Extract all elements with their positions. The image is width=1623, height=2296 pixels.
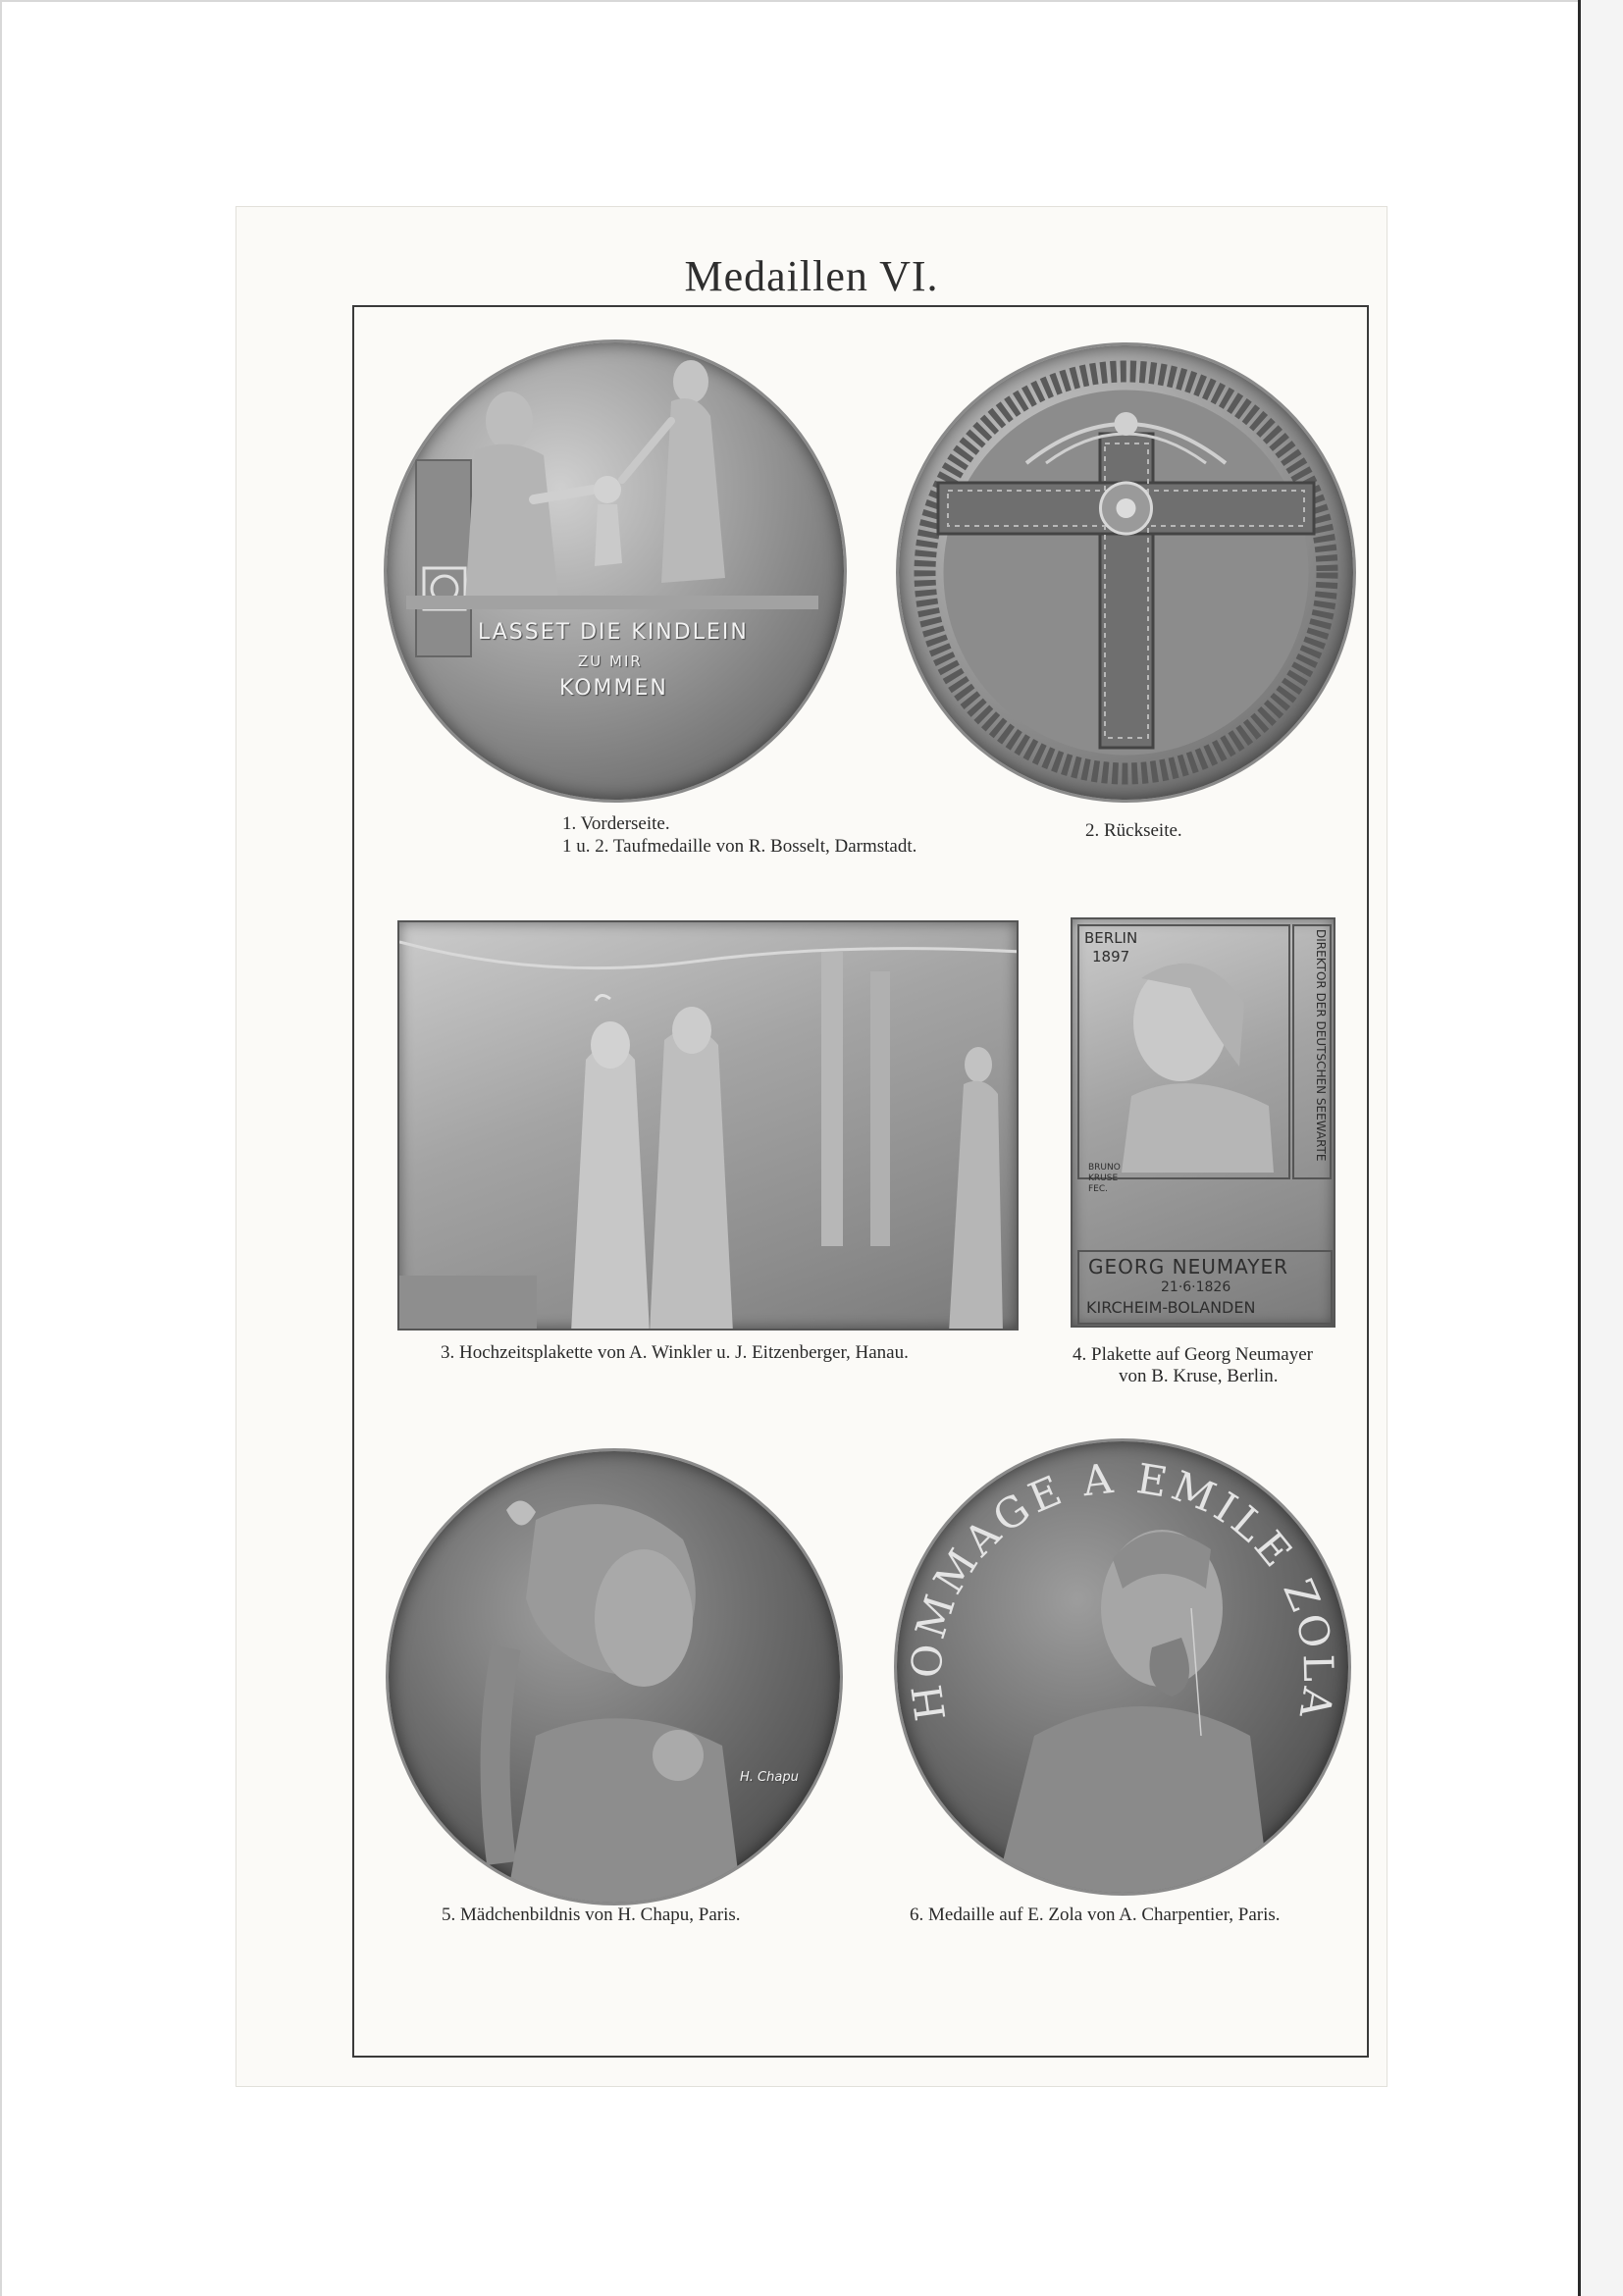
wedding-plaque-image	[397, 920, 1019, 1331]
obverse-inscription-line3: KOMMEN	[559, 676, 668, 701]
fig1-2-shared-caption: 1 u. 2. Taufmedaille von R. Bosselt, Darmstadt.	[562, 836, 917, 857]
plaque-year: 1897	[1092, 948, 1130, 965]
plaque-name: GEORG NEUMAYER	[1088, 1255, 1288, 1278]
plaque-signature: BRUNO KRUSE FEC.	[1088, 1163, 1121, 1194]
plaque-place: KIRCHEIM-BOLANDEN	[1086, 1298, 1256, 1317]
medal-obverse-relief	[387, 342, 844, 800]
fig5-caption: 5. Mädchenbildnis von H. Chapu, Paris.	[442, 1905, 741, 1925]
fig4-caption-line1: 4. Plakette auf Georg Neumayer	[1073, 1344, 1313, 1365]
medal-obverse-image	[387, 342, 844, 800]
girl-portrait-relief	[389, 1451, 840, 1903]
zola-medal-relief	[897, 1441, 1348, 1893]
girl-portrait-medal-image	[389, 1451, 840, 1903]
fig4-caption-line2: von B. Kruse, Berlin.	[1119, 1366, 1279, 1386]
plaque-date: 21·6·1826	[1161, 1279, 1231, 1295]
obverse-inscription-line2: ZU MIR	[578, 652, 643, 670]
medal-reverse-relief	[899, 345, 1353, 800]
fig2-caption: 2. Rückseite.	[1085, 820, 1182, 841]
obverse-inscription-line1: LASSET DIE KINDLEIN	[478, 620, 749, 645]
fig3-caption: 3. Hochzeitsplakette von A. Winkler u. J. Eitzenberger, Hanau.	[441, 1342, 909, 1363]
scan-edge-left	[0, 0, 2, 2296]
scan-edge-top	[0, 0, 1578, 2]
medal-reverse-image	[899, 345, 1353, 800]
zola-inscription: HOMMAGE A EMILE ZOLA	[902, 1453, 1343, 1726]
fig1-caption: 1. Vorderseite.	[562, 813, 670, 834]
plaque-city: BERLIN	[1084, 929, 1138, 947]
neumayer-plaque-image	[1071, 917, 1335, 1328]
chapu-signature: H. Chapu	[740, 1770, 799, 1785]
wedding-plaque-relief	[399, 922, 1019, 1331]
page-title: Medaillen VI.	[684, 252, 939, 300]
fig6-caption: 6. Medaille auf E. Zola von A. Charpentier, Paris.	[910, 1905, 1281, 1925]
scan-edge-right	[1578, 0, 1623, 2296]
zola-medal-image	[897, 1441, 1348, 1893]
plaque-side-inscription: DIREKTOR DER DEUTSCHEN SEEWARTE	[1314, 929, 1328, 1162]
